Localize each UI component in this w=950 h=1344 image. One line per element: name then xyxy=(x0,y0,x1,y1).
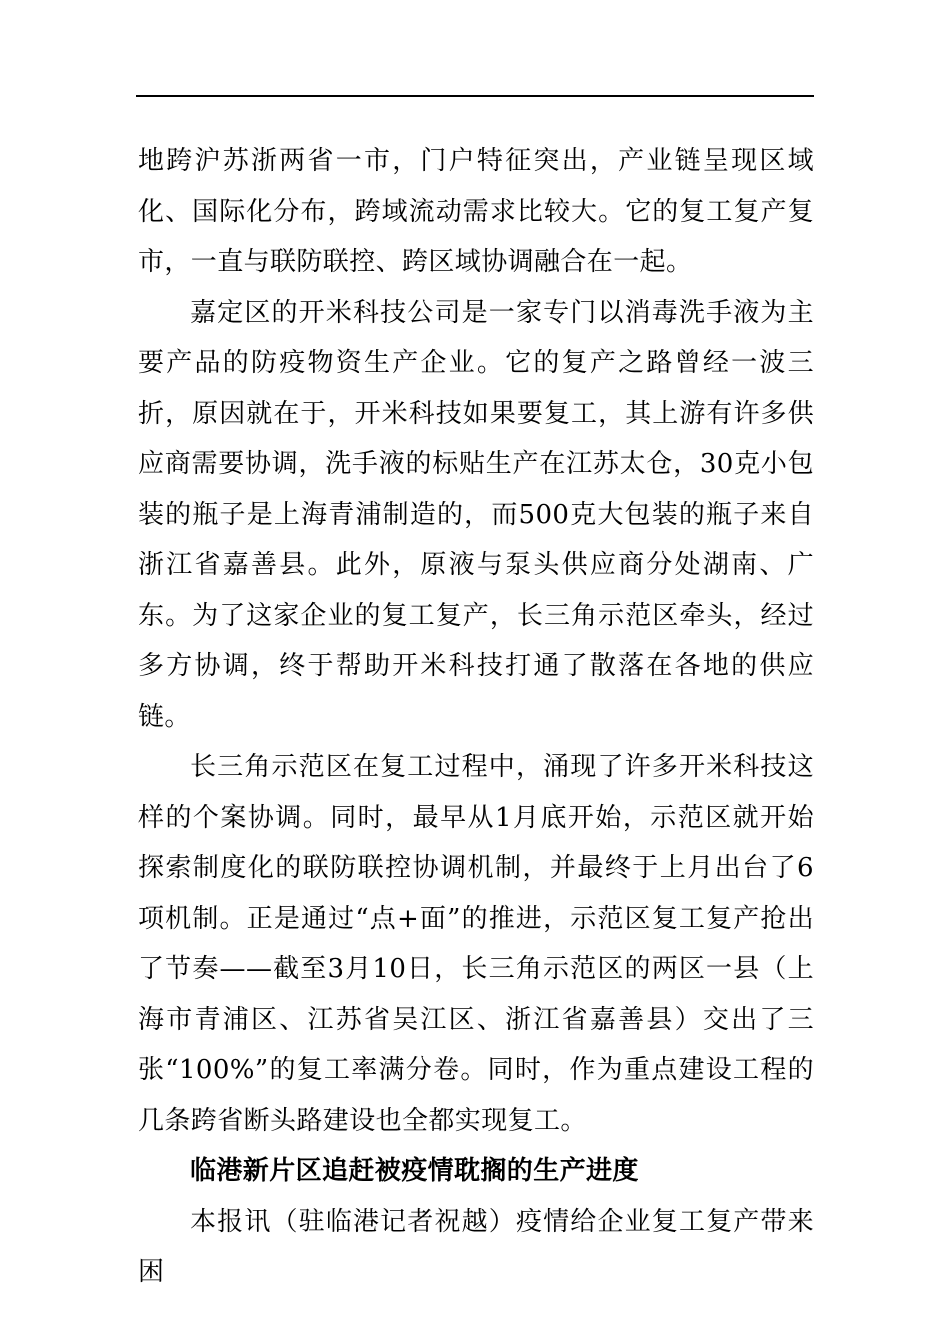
header-rule xyxy=(136,95,814,97)
paragraph-kaimi: 嘉定区的开米科技公司是一家专门以消毒洗手液为主要产品的防疫物资生产企业。它的复产之路曾经一波三折，原因就在于，开米科技如果要复工，其上游有许多供应商需要协调，洗手液的标贴生产在江苏太仓，30克小包装的瓶子是上海青浦制造的，而500克大包装的瓶子来自浙江省嘉善县。此外，原液与泵头供应商分处湖南、广东。为了这家企业的复工复产，长三角示范区牵头，经过多方协调，终于帮助开米科技打通了散落在各地的供应链。 xyxy=(138,297,814,732)
document-body xyxy=(138,136,814,1298)
paragraph-continued: 地跨沪苏浙两省一市，门户特征突出，产业链呈现区域化、国际化分布，跨域流动需求比较大。它的复工复产复市，一直与联防联控、跨区域协调融合在一起。 xyxy=(138,146,814,277)
section-heading: 临港新片区追赶被疫情耽搁的生产进度 xyxy=(190,1156,639,1186)
paragraph-lingang: 本报讯（驻临港记者祝越）疫情给企业复工复产带来困 xyxy=(138,1206,814,1287)
paragraph-demo-zone: 长三角示范区在复工过程中，涌现了许多开米科技这样的个案协调。同时，最早从1月底开始，示范区就开始探索制度化的联防联控协调机制，并最终于上月出台了6项机制。正是通过“点+面”的推进，示范区复工复产抢出了节奏——截至3月10日，长三角示范区的两区一县（上海市青浦区、江苏省吴江区、浙江省嘉善县）交出了三张“100%”的复工率满分卷。同时，作为重点建设工程的几条跨省断头路建设也全都实现复工。 xyxy=(138,752,814,1136)
